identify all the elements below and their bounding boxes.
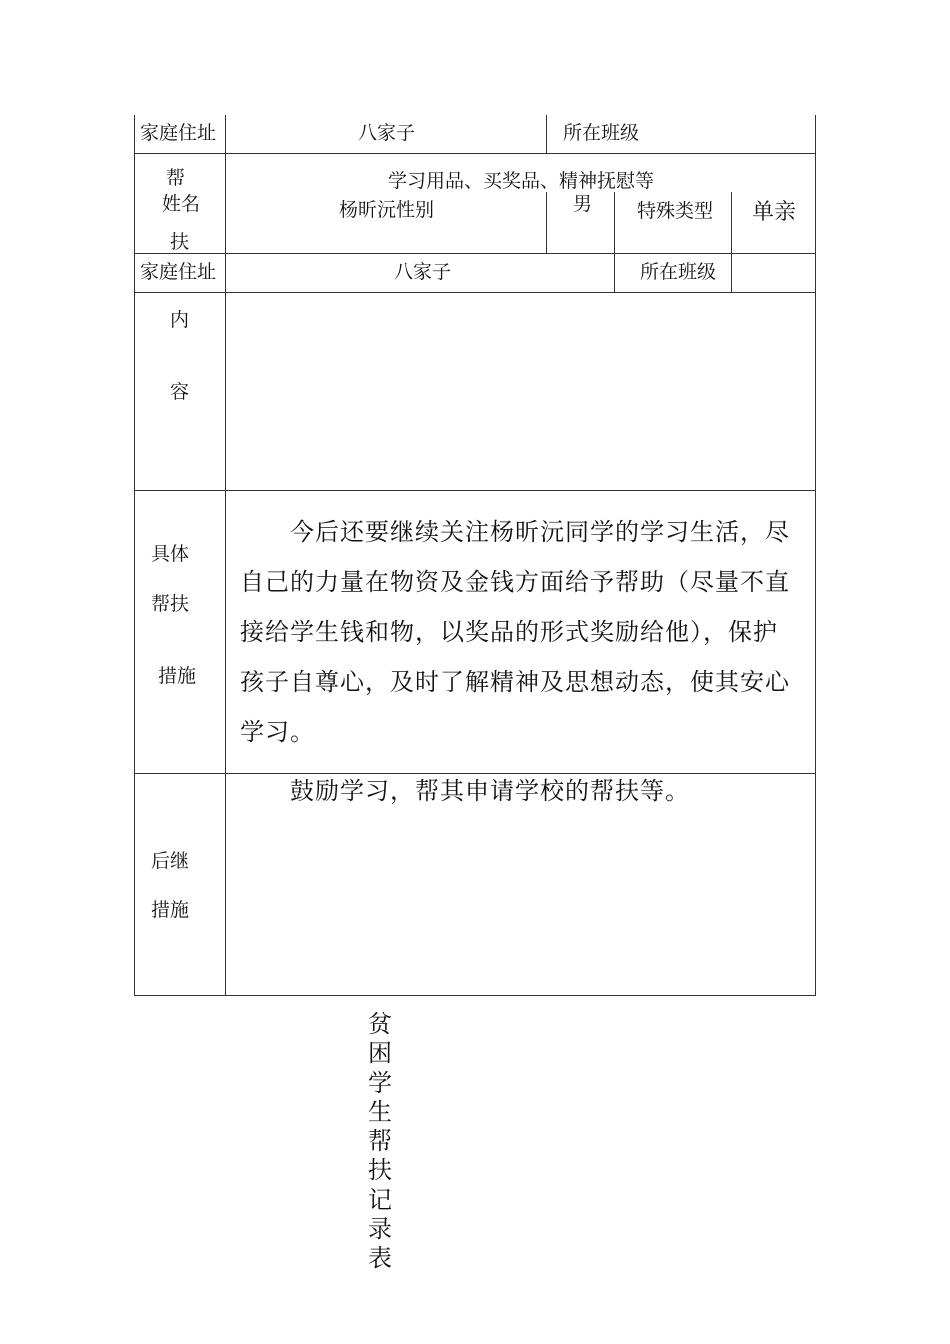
table-border-left bbox=[134, 115, 135, 996]
row4-col-divider-2 bbox=[731, 253, 732, 292]
special-type-label: 特殊类型 bbox=[637, 200, 714, 222]
table-border-right bbox=[815, 115, 816, 996]
address-value-2: 八家子 bbox=[394, 261, 452, 283]
title-char: 记 bbox=[368, 1185, 392, 1214]
measures-line: 学习。 bbox=[240, 718, 315, 746]
title-char: 贫 bbox=[368, 1010, 392, 1038]
measures-label-1: 具体 bbox=[151, 543, 190, 565]
row-divider-1 bbox=[134, 153, 816, 154]
measures-line: 今后还要继续关注杨昕沅同学的学习生活，尽 bbox=[240, 518, 790, 546]
measures-label-2: 帮扶 bbox=[151, 593, 190, 615]
row1-col-divider bbox=[546, 115, 547, 153]
content-label-char-1: 内 bbox=[170, 309, 190, 331]
title-char: 表 bbox=[368, 1244, 392, 1273]
title-char: 录 bbox=[368, 1215, 392, 1244]
measures-line: 自己的力量在物资及金钱方面给予帮助（尽量不直 bbox=[240, 568, 790, 596]
row3-col-divider-1 bbox=[546, 192, 547, 253]
help-label-char: 帮 bbox=[166, 167, 186, 189]
address-label: 家庭住址 bbox=[140, 122, 217, 144]
vertical-title bbox=[365, 1010, 395, 1274]
row-divider-3 bbox=[134, 292, 816, 293]
address-label-2: 家庭住址 bbox=[140, 261, 217, 283]
measures-line: 孩子自尊心，及时了解精神及思想动态，使其安心 bbox=[240, 668, 790, 696]
title-char: 困 bbox=[368, 1039, 392, 1068]
help-content: 学习用品、买奖品、精神抚慰等 bbox=[388, 170, 655, 192]
followup-label-2: 措施 bbox=[151, 899, 190, 921]
help-label-char-2: 扶 bbox=[170, 231, 190, 253]
row3-col-divider-2 bbox=[614, 192, 615, 253]
title-char: 生 bbox=[368, 1097, 392, 1126]
address-value: 八家子 bbox=[358, 122, 416, 144]
row-divider-4 bbox=[134, 490, 816, 491]
measures-paragraph bbox=[240, 507, 810, 757]
name-value: 杨昕沅性别 bbox=[339, 199, 435, 221]
title-char: 学 bbox=[368, 1068, 392, 1097]
class-label-2: 所在班级 bbox=[640, 261, 717, 283]
content-label-char-2: 容 bbox=[170, 381, 190, 403]
title-char: 帮 bbox=[368, 1127, 392, 1156]
measures-line: 接给学生钱和物，以奖品的形式奖励给他），保护 bbox=[240, 618, 778, 646]
row-divider-2 bbox=[134, 253, 816, 254]
class-label: 所在班级 bbox=[563, 122, 640, 144]
table-border-bottom bbox=[134, 995, 816, 996]
followup-content: 鼓励学习，帮其申请学校的帮扶等。 bbox=[290, 777, 690, 805]
measures-label-3: 措施 bbox=[158, 665, 197, 687]
followup-label-1: 后继 bbox=[151, 850, 190, 872]
title-char: 扶 bbox=[368, 1156, 392, 1185]
special-type-value: 单亲 bbox=[752, 200, 797, 225]
row3-col-divider-3 bbox=[731, 192, 732, 253]
label-column-divider bbox=[225, 115, 226, 996]
name-label: 姓名 bbox=[162, 193, 201, 215]
row4-col-divider-1 bbox=[614, 253, 615, 292]
gender-value: 男 bbox=[573, 193, 593, 215]
row-divider-5 bbox=[134, 773, 816, 774]
